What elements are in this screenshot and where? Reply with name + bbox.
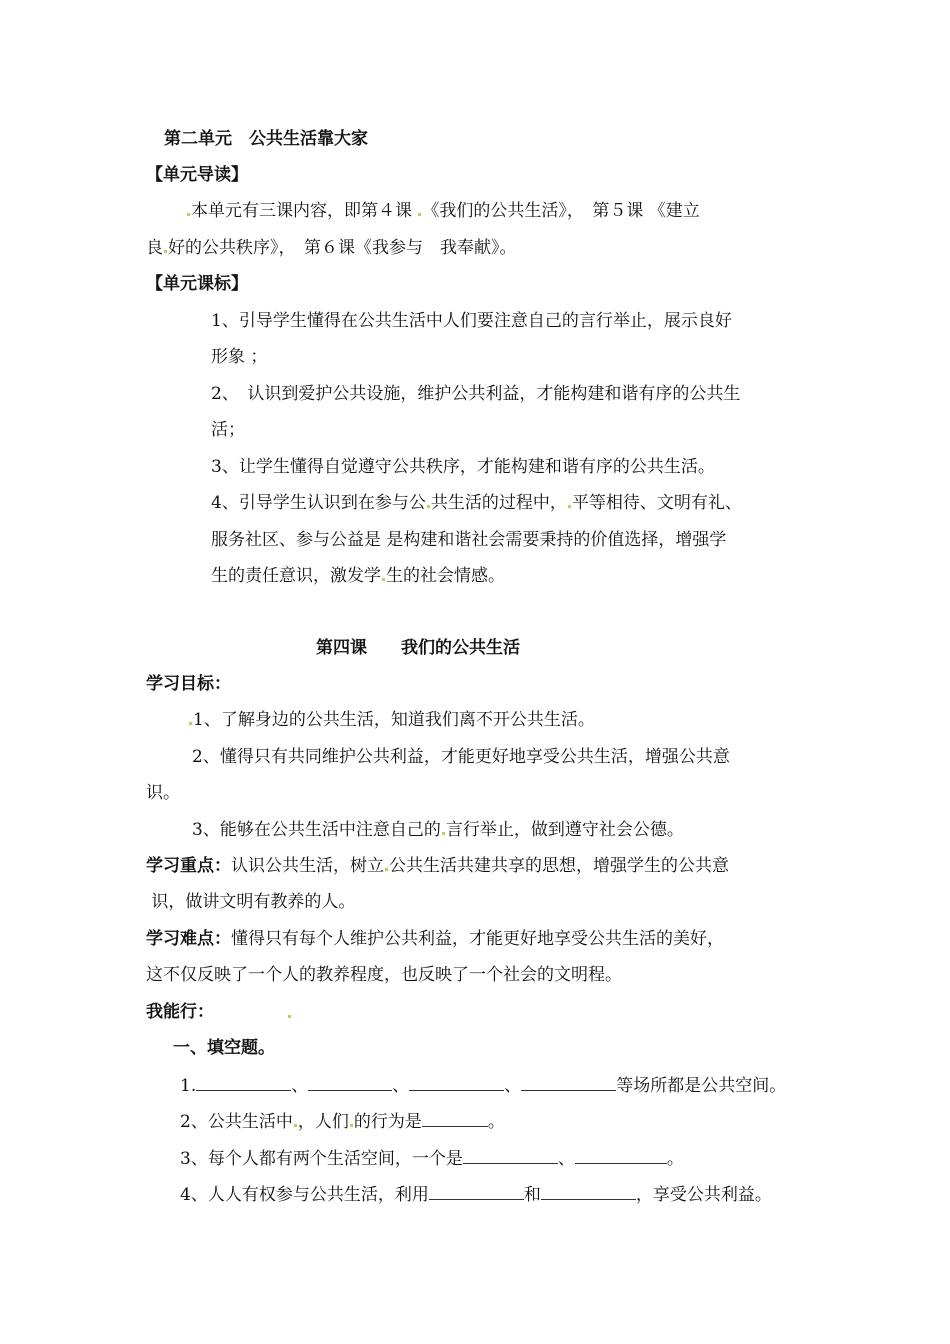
lesson-title: 第四课 我们的公共生活 <box>316 638 520 658</box>
standard-item: 形象 ； <box>211 347 268 367</box>
question-1: 1. 、 、 、 等场所都是公共空间。 <box>180 1076 787 1096</box>
standard-item: 2、 认识到爱护公共设施，维护公共利益，才能构建和谐有序的公共生 <box>211 384 741 404</box>
answer-blank[interactable] <box>541 1183 636 1200</box>
goal-3: 3、能够在公共生活中注意自己的 言行举止，做到遵守社会公德。 <box>192 820 684 840</box>
focus-line1: 学习重点：认识公共生活，树立 公共生活共建共享的思想，增强学生的公共意 <box>146 856 729 876</box>
question-2: 2、公共生活中 ，人们 的行为是 。 <box>180 1112 505 1132</box>
marker-dot <box>382 578 385 581</box>
practice-heading: 我能行： <box>146 1002 214 1022</box>
goals-heading: 学习目标： <box>146 674 231 694</box>
answer-blank[interactable] <box>521 1074 616 1091</box>
intro-line-1: 本单元有三课内容，即第４课 《我们的公共生活》， 第５课 《建立 <box>186 200 700 222</box>
answer-blank[interactable] <box>463 1147 558 1164</box>
fill-heading: 一、填空题。 <box>173 1038 275 1058</box>
standard-item: 1、引导学生懂得在公共生活中人们要注意自己的言行举止，展示良好 <box>211 311 732 331</box>
marker-dot <box>418 213 421 216</box>
marker-dot <box>442 832 445 835</box>
unit-title: 第二单元 公共生活靠大家 <box>164 129 368 149</box>
marker-dot <box>187 213 190 216</box>
marker-dot <box>385 868 388 871</box>
marker-dot <box>568 505 571 508</box>
answer-blank[interactable] <box>409 1074 504 1091</box>
difficulty-line1: 学习难点：懂得只有每个人维护公共利益，才能更好地享受公共生活的美好， <box>146 929 724 949</box>
marker-dot <box>164 250 167 253</box>
answer-blank[interactable] <box>575 1147 667 1164</box>
goal-2-line1: 2、懂得只有共同维护公共利益，才能更好地享受公共生活，增强公共意 <box>192 747 730 767</box>
marker-dot <box>189 722 192 725</box>
answer-blank[interactable] <box>308 1074 392 1091</box>
answer-blank[interactable] <box>429 1183 524 1200</box>
standard-item-4-line3: 生的责任意识，激发学 生的社会情感。 <box>211 566 505 586</box>
marker-dot <box>288 1015 291 1018</box>
answer-blank[interactable] <box>422 1110 488 1127</box>
marker-dot <box>294 1124 297 1127</box>
standards-heading: 【单元课标】 <box>146 274 248 294</box>
marker-dot <box>427 505 430 508</box>
marker-dot <box>350 1124 353 1127</box>
goal-1: 1、了解身边的公共生活，知道我们离不开公共生活。 <box>188 709 595 731</box>
standard-item: 3、让学生懂得自觉遵守公共秩序，才能构建和谐有序的公共生活。 <box>211 457 715 477</box>
difficulty-line2: 这不仅反映了一个人的教养程度，也反映了一个社会的文明程。 <box>146 965 622 985</box>
intro-heading: 【单元导读】 <box>146 165 248 185</box>
question-3: 3、每个人都有两个生活空间，一个是 、 。 <box>180 1149 684 1169</box>
standard-item: 活； <box>211 420 245 440</box>
question-4: 4、人人有权参与公共生活，利用 和 ，享受公共利益。 <box>180 1185 772 1205</box>
standard-item-4: 4、引导学生认识到在参与公 共生活的过程中， 平等相待、文明有礼、 <box>211 493 742 513</box>
goal-2-line2: 识。 <box>146 783 180 803</box>
standard-item-4-line2: 服务社区、参与公益是 是构建和谐社会需要秉持的价值选择，增强学 <box>211 530 727 550</box>
answer-blank[interactable] <box>196 1074 291 1091</box>
intro-line-2: 良 好的公共秩序》， 第６课《我参与 我奉献》。 <box>146 238 517 258</box>
focus-line2: 识，做讲文明有教养的人。 <box>146 892 356 912</box>
